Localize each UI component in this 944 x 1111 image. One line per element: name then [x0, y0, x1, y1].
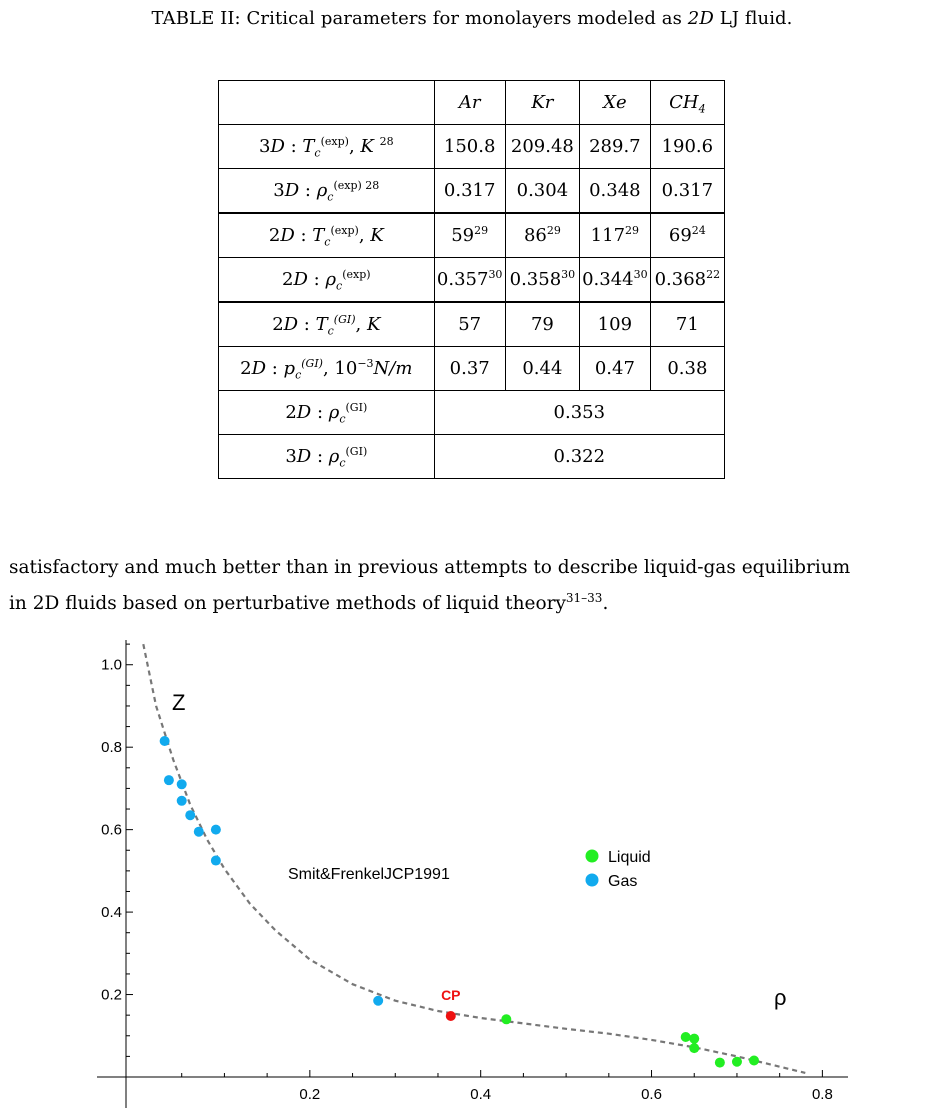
gas-point [211, 856, 221, 866]
gas-point [177, 796, 187, 806]
row-label-3d-rho-gi: 3D : $\rho_c^{(GI)}$ [219, 435, 435, 479]
x-tick-label: 0.4 [470, 1086, 492, 1103]
table-caption: TABLE II: Critical parameters for monolayers modeled as 2D LJ fluid. [151, 8, 793, 29]
header-empty-cell [219, 81, 435, 125]
cell-value: 289.7 [580, 125, 651, 169]
cell-value: 0.37 [434, 347, 505, 391]
cell-value: 109 [580, 302, 651, 347]
y-tick-label: 0.6 [101, 821, 122, 839]
table-row [219, 125, 725, 169]
legend-label-gas: Gas [608, 873, 638, 890]
gas-point [373, 996, 383, 1006]
gas-point [211, 825, 221, 835]
table-row [219, 435, 725, 479]
legend-marker-liquid [586, 850, 599, 863]
citation: 31–33 [565, 590, 603, 605]
liquid-point [689, 1043, 699, 1053]
cell-value: 0.44 [505, 347, 579, 391]
x-tick-label: 0.8 [811, 1086, 833, 1103]
cell-value: 0.368$^{22}$ [650, 258, 724, 303]
cell-merged-value: 0.322 [434, 435, 724, 479]
row-label-2d-tc-exp: 2D : $T_c^{(exp)}$, K [219, 213, 435, 258]
liquid-point [681, 1032, 691, 1042]
chart-legend [586, 849, 651, 890]
header-ar: Ar [434, 81, 505, 125]
cell-value: 0.38 [650, 347, 724, 391]
cell-value: 0.304 [505, 169, 579, 214]
paragraph-line: satisfactory and much better than in previous attempts to describe liquid-gas equilibrium [9, 557, 851, 578]
row-label-2d-tc-gi: 2D : $T_c^{(GI)}$, K [219, 302, 435, 347]
cell-value: 0.47 [580, 347, 651, 391]
critical-parameters-table [218, 80, 725, 479]
row-label-2d-pc-gi: 2D : $p_c^{(GI)}$, $10^{-3}N/m$ [219, 347, 435, 391]
paragraph-line: in 2D fluids based on perturbative methods of liquid theory$^{31-33}$. [9, 590, 609, 614]
fit-curve [143, 644, 805, 1073]
y-tick-label: 0.8 [101, 739, 122, 757]
critical-point [446, 1011, 456, 1021]
cell-value: 0.348 [580, 169, 651, 214]
row-label-3d-tc-exp: 3D : $T_c^{(exp)}$, K $^{28}$ [219, 125, 435, 169]
table-row [219, 213, 725, 258]
x-tick-label: 0.2 [299, 1086, 321, 1103]
z-vs-rho-chart [0, 630, 944, 1111]
y-axis-label: Z [172, 690, 186, 715]
gas-point [185, 810, 195, 820]
cell-value: 0.357$^{30}$ [434, 258, 505, 303]
gas-point [177, 779, 187, 789]
row-label-2d-rho-gi: 2D : $\rho_c^{(GI)}$ [219, 391, 435, 435]
row-label-2d-rho-exp: 2D : $\rho_c^{(exp)}$ [219, 258, 435, 303]
header-kr: Kr [505, 81, 579, 125]
y-tick-label: 0.2 [101, 986, 122, 1004]
y-tick-label: 1.0 [101, 656, 122, 674]
cell-value: $117^{29}$ [580, 213, 651, 258]
row-label-3d-rho-exp: 3D : $\rho_c^{(exp) 28}$ [219, 169, 435, 214]
cell-value: 57 [434, 302, 505, 347]
cell-value: 190.6 [650, 125, 724, 169]
table-row [219, 391, 725, 435]
cell-value: $86^{29}$ [505, 213, 579, 258]
liquid-point [689, 1034, 699, 1044]
cp-label: CP [441, 986, 461, 1003]
cell-value: 71 [650, 302, 724, 347]
body-paragraph [9, 550, 939, 622]
table-row [219, 302, 725, 347]
cell-value: 0.317 [650, 169, 724, 214]
table-row [219, 169, 725, 214]
chart-annotation: Smit&FrenkelJCP1991 [288, 866, 450, 883]
x-tick-label: 0.6 [641, 1086, 662, 1103]
cell-value: 150.8 [434, 125, 505, 169]
table-row [219, 258, 725, 303]
chart-axes [97, 640, 848, 1108]
gas-point [164, 775, 174, 785]
cell-value: $59^{29}$ [434, 213, 505, 258]
cell-value: 0.317 [434, 169, 505, 214]
gas-point [194, 827, 204, 837]
legend-marker-gas [586, 874, 599, 887]
cell-value: $69^{24}$ [650, 213, 724, 258]
table-row [219, 347, 725, 391]
table-header-row [219, 81, 725, 125]
legend-label-liquid: Liquid [608, 849, 651, 866]
liquid-point [732, 1057, 742, 1067]
header-xe: Xe [580, 81, 651, 125]
cell-value: 209.48 [505, 125, 579, 169]
x-axis-label: ρ [774, 985, 787, 1010]
liquid-point [501, 1014, 511, 1024]
gas-point [160, 736, 170, 746]
header-ch4: $CH_4$ [650, 81, 724, 125]
liquid-point [715, 1058, 725, 1068]
cell-value: 0.358$^{30}$ [505, 258, 579, 303]
liquid-point [749, 1056, 759, 1066]
cell-merged-value: 0.353 [434, 391, 724, 435]
cell-value: 0.344$^{30}$ [580, 258, 651, 303]
y-tick-label: 0.4 [101, 904, 122, 922]
cell-value: 79 [505, 302, 579, 347]
